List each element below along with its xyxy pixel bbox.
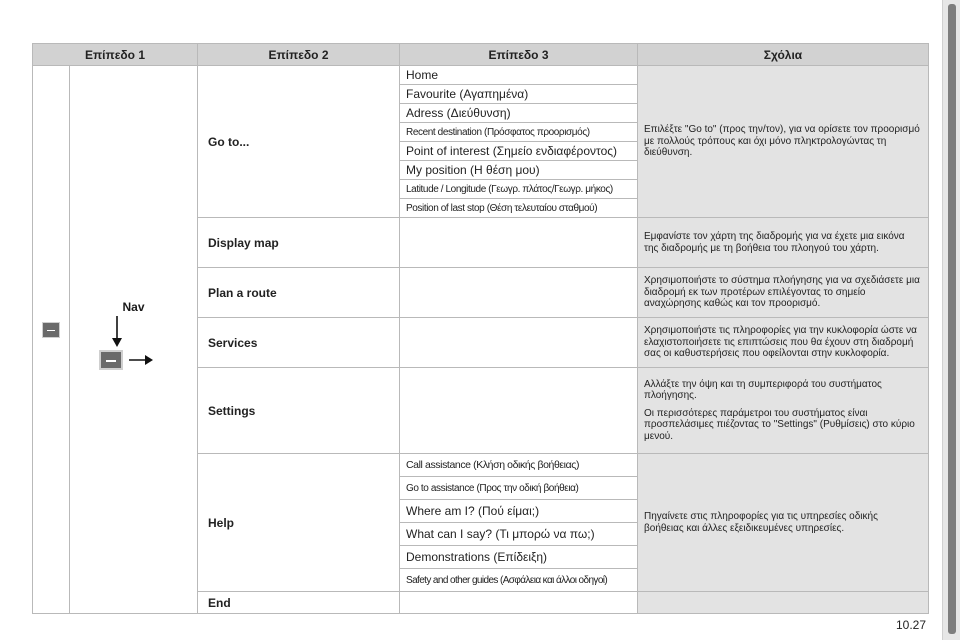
help-item-safety-guides: Safety and other guides (Ασφάλεια και άλλοι οδηγοί) — [400, 569, 638, 592]
header-level-2: Επίπεδο 2 — [198, 44, 400, 66]
level3-empty — [400, 268, 638, 318]
level3-empty — [400, 318, 638, 368]
level3-empty — [400, 368, 638, 454]
help-item-go-to-assistance: Go to assistance (Προς την οδική βοήθεια) — [400, 477, 638, 500]
comment-settings-paragraph-2: Οι περισσότερες παράμετροι του συστήματος είναι προσπελάσιμες πιέζοντας το "Settings" (Ρυθμίσεις) στο κύριο μενού. — [644, 407, 915, 442]
table-header-row — [33, 44, 929, 66]
nav-menu-icon — [42, 322, 60, 338]
level2-help: Help — [198, 454, 400, 592]
level2-plan-route: Plan a route — [198, 268, 400, 318]
comment-end — [638, 592, 929, 614]
arrow-down-icon — [109, 316, 125, 348]
level2-end: End — [198, 592, 400, 614]
goto-item-latitude-longitude: Latitude / Longitude (Γεωγρ. πλάτος/Γεωγρ. μήκος) — [400, 180, 638, 199]
level1-cell-nav — [70, 66, 198, 614]
help-item-what-can-i-say: What can I say? (Τι μπορώ να πω;) — [400, 523, 638, 546]
goto-item-recent-destination: Recent destination (Πρόσφατος προορισμός) — [400, 123, 638, 142]
level3-empty — [400, 592, 638, 614]
comment-help: Πηγαίνετε στις πληροφορίες για τις υπηρεσίες οδικής βοήθειας και άλλες εξειδικευμένες υπηρεσίες. — [638, 454, 929, 592]
goto-item-last-stop: Position of last stop (Θέση τελευταίου σταθμού) — [400, 199, 638, 218]
level3-empty — [400, 218, 638, 268]
arrow-right-icon — [129, 354, 153, 366]
help-item-where-am-i: Where am I? (Πού είμαι;) — [400, 500, 638, 523]
table-row — [33, 66, 929, 85]
header-comments: Σχόλια — [638, 44, 929, 66]
goto-item-my-position: My position (Η θέση μου) — [400, 161, 638, 180]
header-level-3: Επίπεδο 3 — [400, 44, 638, 66]
comment-settings-paragraph-1: Αλλάξτε την όψη και τη συμπεριφορά του συστήματος πλοήγησης. — [644, 378, 882, 402]
help-item-demonstrations: Demonstrations (Επίδειξη) — [400, 546, 638, 569]
icon-column — [33, 66, 70, 614]
navigation-menu-table — [32, 43, 929, 614]
level2-services: Services — [198, 318, 400, 368]
level2-display-map: Display map — [198, 218, 400, 268]
goto-item-point-of-interest: Point of interest (Σημείο ενδιαφέροντος) — [400, 142, 638, 161]
level2-goto: Go to... — [198, 66, 400, 218]
page-number: 10.27 — [896, 618, 927, 632]
comment-display-map: Εμφανίστε τον χάρτη της διαδρομής για να έχετε μια εικόνα της διαδρομής με τη βοήθεια του πλοηγού του χάρτη. — [638, 218, 929, 268]
vertical-scrollbar[interactable] — [942, 0, 960, 640]
header-level-1: Επίπεδο 1 — [33, 44, 198, 66]
goto-item-home: Home — [400, 66, 638, 85]
nav-button-icon — [99, 350, 123, 370]
level2-settings: Settings — [198, 368, 400, 454]
comment-settings — [638, 368, 929, 454]
level1-label-nav: Nav — [122, 300, 145, 314]
comment-plan-route: Χρησιμοποιήστε το σύστημα πλοήγησης για να σχεδιάσετε μια διαδρομή εκ των προτέρων επιλέγοντας το σημείο αναχώρησης καθώς και τον προορισμό. — [638, 268, 929, 318]
goto-item-address: Adress (Διεύθυνση) — [400, 104, 638, 123]
comment-goto: Επιλέξτε "Go to" (προς την/τον), για να ορίσετε τον προορισμό με πολλούς τρόπους και όχι μόνο πληκτρολογώντας τη διεύθυνση. — [638, 66, 929, 218]
goto-item-favourite: Favourite (Αγαπημένα) — [400, 85, 638, 104]
help-item-call-assistance: Call assistance (Κλήση οδικής βοήθειας) — [400, 454, 638, 477]
scrollbar-thumb[interactable] — [948, 4, 956, 634]
nav-diagram — [99, 316, 169, 374]
comment-services: Χρησιμοποιήστε τις πληροφορίες για την κυκλοφορία ώστε να ελαχιστοποιήσετε τις επιπτώσεις που θα έχουν στη διαδρομή σας οι καθυστερήσεις που οφείλονται στην κυκλοφορία. — [638, 318, 929, 368]
